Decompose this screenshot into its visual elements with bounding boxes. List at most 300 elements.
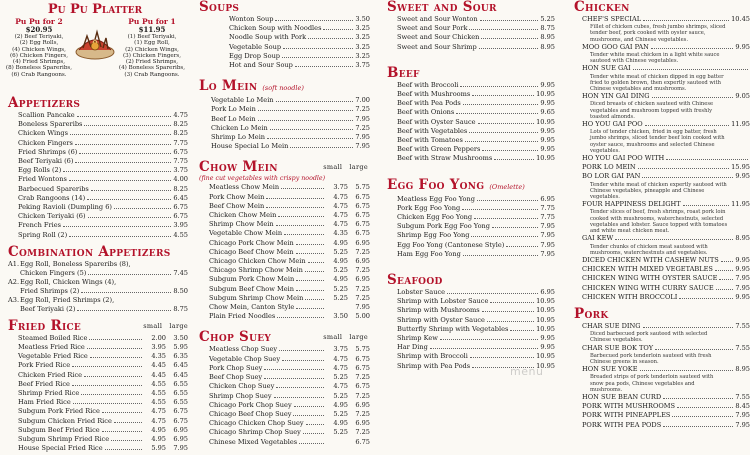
item-price: 7.95 <box>355 142 370 151</box>
item-price: 7.95 <box>735 411 750 420</box>
item-price: 4.55 <box>173 230 188 239</box>
item-name: Crab Rangoons (14) <box>18 193 86 202</box>
list-item <box>18 417 188 426</box>
item-price: 3.75 <box>355 61 370 70</box>
item-price-large: 6.75 <box>355 363 370 372</box>
item-price-large: 5.00 <box>355 312 370 321</box>
list-item <box>209 248 370 257</box>
leader-dots <box>91 185 172 191</box>
list-item <box>18 111 188 120</box>
list-item <box>209 303 370 312</box>
item-price-small: 4.75 <box>333 363 348 372</box>
list-item <box>18 407 188 416</box>
combo-text: Fried Shrimps (2) <box>20 286 80 295</box>
list-item <box>18 380 188 389</box>
item-name: CHAR SUE DING <box>582 321 641 330</box>
leader-dots <box>471 231 538 237</box>
item-price-large: 6.95 <box>355 400 370 409</box>
pork-list <box>574 322 750 430</box>
item-price-large: 6.55 <box>173 389 188 398</box>
item-price-small: 5.25 <box>333 409 348 418</box>
combo-text: Beef Teriyaki (2) <box>20 304 76 313</box>
list-item <box>209 428 370 437</box>
list-item <box>18 139 188 148</box>
item-price: 9.95 <box>735 172 750 181</box>
item-name: BO LOR GAI PAN <box>582 172 641 181</box>
pupu-for-2-price: $20.95 <box>25 25 53 34</box>
item-price: 7.95 <box>540 231 555 240</box>
list-item <box>397 334 555 343</box>
leader-dots <box>72 380 142 386</box>
item-name: Pork Chop Suey <box>209 363 263 372</box>
item-name: CHEF'S SPECIAL <box>582 15 642 23</box>
list-item <box>582 365 750 374</box>
item-price-small: 4.95 <box>333 400 348 409</box>
item-name: Lobster Sauce <box>397 288 446 297</box>
pupu-item: (4) Fried Shrimps, <box>12 59 66 66</box>
lo-mein-title-text: Lo Mein <box>199 78 258 95</box>
item-price-large: 3.50 <box>173 333 188 342</box>
combo-line <box>8 305 188 314</box>
item-name: Chicken Fried Rice <box>18 370 83 379</box>
list-item <box>397 24 555 33</box>
list-item <box>397 33 555 42</box>
appetizers-list <box>8 111 188 240</box>
watermark-text: menu <box>510 365 544 378</box>
item-price: 6.45 <box>173 193 188 202</box>
leader-dots <box>114 203 171 209</box>
item-price-small: 4.95 <box>333 238 348 247</box>
item-price: 6.75 <box>173 147 188 156</box>
list-item <box>397 352 555 361</box>
soups-title: Soups <box>199 0 240 15</box>
item-name: Har Ding <box>397 343 428 352</box>
leader-dots <box>683 200 729 206</box>
item-name: CHICKEN WITH BROCCOLI <box>582 292 678 301</box>
item-name: CHICKEN WITH MIXED VEGETABLES <box>582 265 713 274</box>
leader-dots <box>114 417 142 423</box>
item-price: 7.75 <box>540 203 555 212</box>
item-price-large: 6.75 <box>355 354 370 363</box>
list-item <box>397 90 555 99</box>
item-name: Beef with Mushrooms <box>397 90 471 99</box>
combo-line <box>8 296 188 305</box>
leader-dots <box>88 212 172 218</box>
item-price: 10.95 <box>536 352 555 361</box>
item-price-small: 5.25 <box>333 284 348 293</box>
leader-dots <box>323 24 353 30</box>
leader-dots <box>258 105 353 111</box>
item-name: PORK LO MEIN <box>582 163 636 172</box>
item-price: 8.25 <box>173 184 188 193</box>
pupu-item: (3) Crab Rangoons. <box>124 71 180 78</box>
combo-label: A2. <box>8 277 20 286</box>
leader-dots <box>87 343 142 349</box>
item-name: Vegetable Chop Suey <box>209 354 281 363</box>
item-price-large: 6.95 <box>355 275 370 284</box>
item-name: CHICKEN WING WITH OYSTER SAUCE <box>582 274 718 283</box>
list-item <box>211 142 370 151</box>
list-item <box>18 175 188 184</box>
appetizers-section <box>0 96 190 240</box>
chop-suey-title <box>199 330 370 345</box>
egg-foo-yong-list <box>387 195 555 259</box>
item-price-small: 5.25 <box>333 266 348 275</box>
leader-dots <box>640 365 734 371</box>
item-price-small: 3.95 <box>151 343 166 352</box>
item-name: Chicago Chicken Chop Suey <box>209 419 304 428</box>
item-price: 9.95 <box>540 80 555 89</box>
item-description: Diced barbecued pork sauteed with selected Chinese vegetables. <box>590 331 708 344</box>
list-item <box>18 203 188 212</box>
item-price: 11.95 <box>731 200 750 209</box>
seafood-list <box>387 288 555 371</box>
leader-dots <box>305 294 324 300</box>
pupu-item: (1) Beef Teriyaki, <box>127 34 177 40</box>
leader-dots <box>430 343 539 349</box>
leader-dots <box>299 438 324 444</box>
item-name: Hot and Sour Soup <box>229 61 293 70</box>
leader-dots <box>456 108 538 114</box>
leader-dots <box>480 15 539 21</box>
appetizers-title: Appetizers <box>8 95 81 111</box>
combination-title: Combination Appetizers <box>8 243 171 260</box>
leader-dots <box>479 43 539 49</box>
list-item <box>18 371 188 380</box>
leader-dots <box>474 213 538 219</box>
list-item <box>211 96 370 105</box>
item-name: Fried Shrimps (6) <box>18 147 78 156</box>
leader-dots <box>716 284 734 290</box>
chicken-title: Chicken <box>574 0 630 15</box>
leader-dots <box>79 148 171 154</box>
item-price: 7.75 <box>540 213 555 222</box>
item-name: Shrimp with Mushrooms <box>397 306 480 315</box>
item-price: 7.55 <box>735 321 750 330</box>
item-name: Shrimp with Oyster Sauce <box>397 315 485 324</box>
leader-dots <box>102 426 142 432</box>
item-name: House Special Fried Rice <box>18 444 103 453</box>
sweet-sour-title: Sweet and Sour <box>387 0 497 15</box>
list-item <box>397 136 555 145</box>
leader-dots <box>295 61 353 67</box>
item-price-large: 5.75 <box>355 345 370 354</box>
item-price: 7.95 <box>355 114 370 123</box>
beef-list <box>387 81 555 164</box>
list-item <box>211 105 370 114</box>
item-name: Subgum Chicken Fried Rice <box>18 416 112 425</box>
item-price-large: 6.45 <box>173 361 188 370</box>
leader-dots <box>440 334 538 340</box>
item-price: 3.75 <box>173 166 188 175</box>
item-price: 8.25 <box>173 129 188 138</box>
item-name: Chicken Chow Mein <box>209 211 277 220</box>
list-item <box>209 410 370 419</box>
beef-section <box>383 66 555 164</box>
list-item <box>18 352 188 361</box>
item-price-small: 4.95 <box>151 435 166 444</box>
seafood-title: Seafood <box>387 272 443 289</box>
leader-dots <box>306 419 324 425</box>
leader-dots <box>276 96 354 102</box>
item-name: Peking Ravioli (Dumpling 6) <box>18 203 113 212</box>
list-item <box>18 148 188 157</box>
item-price-large: 6.35 <box>173 352 188 361</box>
item-name: Barbecued Spareribs <box>18 184 89 193</box>
leader-dots <box>282 355 324 361</box>
item-price-large: 6.95 <box>355 238 370 247</box>
item-name: Fried Wontons <box>18 175 67 184</box>
leader-dots <box>482 145 538 151</box>
combo-line <box>8 260 188 269</box>
item-price-small: 4.75 <box>333 382 348 391</box>
leader-dots <box>492 222 538 228</box>
item-price: 9.95 <box>735 42 750 51</box>
item-name: Sweet and Sour Pork <box>397 24 468 33</box>
leader-dots <box>463 250 538 256</box>
list-item <box>229 61 370 70</box>
item-price: 10.95 <box>536 154 555 163</box>
item-name: GAI KEW <box>582 234 614 243</box>
list-item <box>209 419 370 428</box>
list-item <box>397 145 555 154</box>
item-price: 7.95 <box>355 133 370 142</box>
item-name: Pork Lo Mein <box>211 105 256 114</box>
item-price: 7.95 <box>735 283 750 292</box>
chow-mein-title-text: Chow Mein <box>199 159 278 176</box>
item-price: 5.25 <box>540 15 555 23</box>
list-item <box>209 275 370 284</box>
item-name: Shrimp Lo Mein <box>211 133 266 142</box>
list-item <box>397 15 555 24</box>
item-name: Vegetable Fried Rice <box>18 352 88 361</box>
item-name: Beef with Onions <box>397 108 455 117</box>
item-name: Egg Rolls (2) <box>18 166 62 175</box>
item-price-small: 4.95 <box>151 425 166 434</box>
list-item <box>582 234 750 243</box>
item-name: Beef Teriyaki (6) <box>18 157 74 166</box>
col-large: large <box>349 333 368 342</box>
item-name: HO YOU GAI POO WITH <box>582 154 665 163</box>
leader-dots <box>296 275 324 281</box>
item-price: 7.55 <box>735 392 750 401</box>
item-price: 7.75 <box>173 138 188 147</box>
list-item <box>209 266 370 275</box>
leader-dots <box>447 288 538 294</box>
item-price: 8.25 <box>173 120 188 129</box>
item-price: 10.95 <box>536 324 555 333</box>
fried-rice-col-headers <box>143 319 188 334</box>
item-name: Beef with Pea Pods <box>397 99 461 108</box>
list-item <box>397 195 555 204</box>
list-item <box>209 211 370 220</box>
item-price: 6.95 <box>540 288 555 297</box>
item-price: 6.95 <box>540 194 555 203</box>
item-price-small: 5.25 <box>333 373 348 382</box>
leader-dots <box>77 305 171 311</box>
column-1 <box>0 0 190 455</box>
leader-dots <box>63 221 171 227</box>
col-small: small <box>323 333 343 342</box>
item-name: French Fries <box>18 221 62 230</box>
item-name: MOO GOO GAI PAN <box>582 42 649 51</box>
item-name: FOUR HAPPINESS DELIGHT <box>582 200 681 209</box>
item-price: 10.95 <box>536 297 555 306</box>
item-price: 7.00 <box>355 96 370 105</box>
leader-dots <box>111 435 142 441</box>
item-name: HON YIN GAI DING <box>582 92 650 101</box>
leader-dots <box>472 90 534 96</box>
item-price: 8.95 <box>735 234 750 243</box>
leader-dots <box>281 183 324 189</box>
list-item <box>582 274 750 283</box>
leader-dots <box>75 139 171 145</box>
chop-suey-col-headers <box>323 330 368 345</box>
item-price: 10.95 <box>536 90 555 99</box>
leader-dots <box>266 193 324 199</box>
leader-dots <box>296 239 324 245</box>
combo-text: Egg Roll, Fried Shrimps (2), <box>20 295 115 304</box>
list-item <box>211 133 370 142</box>
item-name: Shrimp with Pea Pods <box>397 361 471 370</box>
item-name: Ham Fried Rice <box>18 398 71 407</box>
item-name: Subgum Pork Egg Foo Yong <box>397 222 491 231</box>
pupu-item: (1) Egg Roll, <box>134 40 170 47</box>
item-price-small: 4.75 <box>333 220 348 229</box>
item-name: Wonton Soup <box>229 15 274 23</box>
item-price-large: 6.75 <box>355 220 370 229</box>
item-name: Meatless Chow Mein <box>209 183 280 192</box>
combo-label: A3. <box>8 295 20 304</box>
list-item <box>209 294 370 303</box>
item-name: Pork Egg Foo Yong <box>397 203 461 212</box>
list-item <box>209 345 370 354</box>
leader-dots <box>84 371 142 377</box>
item-name: Shrimp Chow Mein <box>209 220 274 229</box>
pupu-item: (2) Beef Teriyaki, <box>14 34 64 40</box>
item-price: 10.95 <box>536 117 555 126</box>
leader-dots <box>477 195 538 201</box>
pupu-for-2 <box>4 17 74 78</box>
item-price-large: 7.25 <box>355 284 370 293</box>
item-name: Subgum Beef Chow Mein <box>209 284 294 293</box>
item-price: 10.95 <box>536 306 555 315</box>
egg-foo-yong-title <box>387 178 555 195</box>
leader-dots <box>643 15 729 21</box>
leader-dots <box>81 287 171 293</box>
combo-line <box>8 278 188 287</box>
item-name: Beef Fried Rice <box>18 379 70 388</box>
list-item <box>397 297 555 306</box>
leader-dots <box>75 157 171 163</box>
item-name: Subgum Shrimp Chow Mein <box>209 293 304 302</box>
item-price-small: 4.45 <box>151 361 166 370</box>
item-price: 7.25 <box>355 105 370 114</box>
item-name: Chicken Egg Foo Yong <box>397 213 473 222</box>
list-item <box>209 220 370 229</box>
item-price-small: 5.95 <box>151 444 166 453</box>
item-price-small: 4.35 <box>151 352 166 361</box>
item-price: 3.50 <box>355 15 370 23</box>
item-price: 3.25 <box>355 51 370 60</box>
item-name: Chicago Pork Chop Suey <box>209 400 292 409</box>
list-item <box>18 343 188 352</box>
pupu-item: (6) Crab Rangoons. <box>11 71 67 78</box>
item-name: Shrimp with Broccoli <box>397 352 468 361</box>
item-name: Chicken Soup with Noodles <box>229 24 322 33</box>
item-price-large: 7.25 <box>355 391 370 400</box>
list-item <box>18 194 188 203</box>
item-name: Subgum Pork Fried Rice <box>18 407 100 416</box>
leader-dots <box>478 118 535 124</box>
leader-dots <box>642 172 733 178</box>
item-description: Breaded strips of pork tenderloin sauteed with snow pea pods, Chinese vegetables and mushrooms. <box>590 374 714 393</box>
list-item <box>582 421 750 430</box>
item-price: 3.25 <box>355 33 370 42</box>
item-price-small: 4.55 <box>151 398 166 407</box>
list-item <box>582 120 750 129</box>
list-item <box>397 213 555 222</box>
item-price-small: 4.75 <box>333 211 348 220</box>
pork-section <box>570 307 750 430</box>
item-price-small: 4.55 <box>151 389 166 398</box>
leader-dots <box>87 194 171 200</box>
item-price-small: 4.45 <box>151 370 166 379</box>
list-item <box>18 426 188 435</box>
leader-dots <box>69 231 171 237</box>
item-price-small: 2.00 <box>151 333 166 342</box>
list-item <box>582 411 750 420</box>
leader-dots <box>638 163 729 169</box>
item-price: 8.95 <box>735 365 750 374</box>
list-item <box>229 24 370 33</box>
item-price-small: 4.75 <box>333 192 348 201</box>
item-price: 9.95 <box>735 292 750 301</box>
item-price: 7.95 <box>735 274 750 283</box>
chow-mein-col-headers <box>323 160 368 175</box>
leader-dots <box>677 402 733 408</box>
item-name: Ham Egg Foo Yong <box>397 249 461 258</box>
leader-dots <box>469 24 538 30</box>
item-name: Plain Fried Noodles <box>209 312 276 321</box>
leader-dots <box>69 175 171 181</box>
leader-dots <box>679 293 733 299</box>
leader-dots <box>90 352 142 358</box>
sweet-sour-list <box>387 15 555 52</box>
list-item <box>582 344 750 353</box>
egg-foo-yong-subtitle: (Omelette) <box>489 182 525 191</box>
item-name: Shrimp Kew <box>397 334 438 343</box>
list-item <box>582 154 750 163</box>
list-item <box>211 124 370 133</box>
leader-dots <box>77 111 172 117</box>
item-name: Steamed Boiled Rice <box>18 333 88 342</box>
lo-mein-list <box>199 96 370 151</box>
combo-label: A1. <box>8 259 20 268</box>
item-price-small: 4.95 <box>333 275 348 284</box>
item-price: 10.95 <box>536 361 555 370</box>
item-name: Spring Roll (2) <box>18 230 68 239</box>
soups-list <box>199 15 370 70</box>
egg-foo-yong-title-text: Egg Foo Yong <box>387 176 485 193</box>
leader-dots <box>308 33 353 39</box>
list-item <box>397 43 555 52</box>
list-item <box>582 322 750 331</box>
list-item <box>397 108 555 117</box>
column-3 <box>383 0 555 455</box>
list-item <box>209 355 370 364</box>
item-price-large: 6.95 <box>173 425 188 434</box>
